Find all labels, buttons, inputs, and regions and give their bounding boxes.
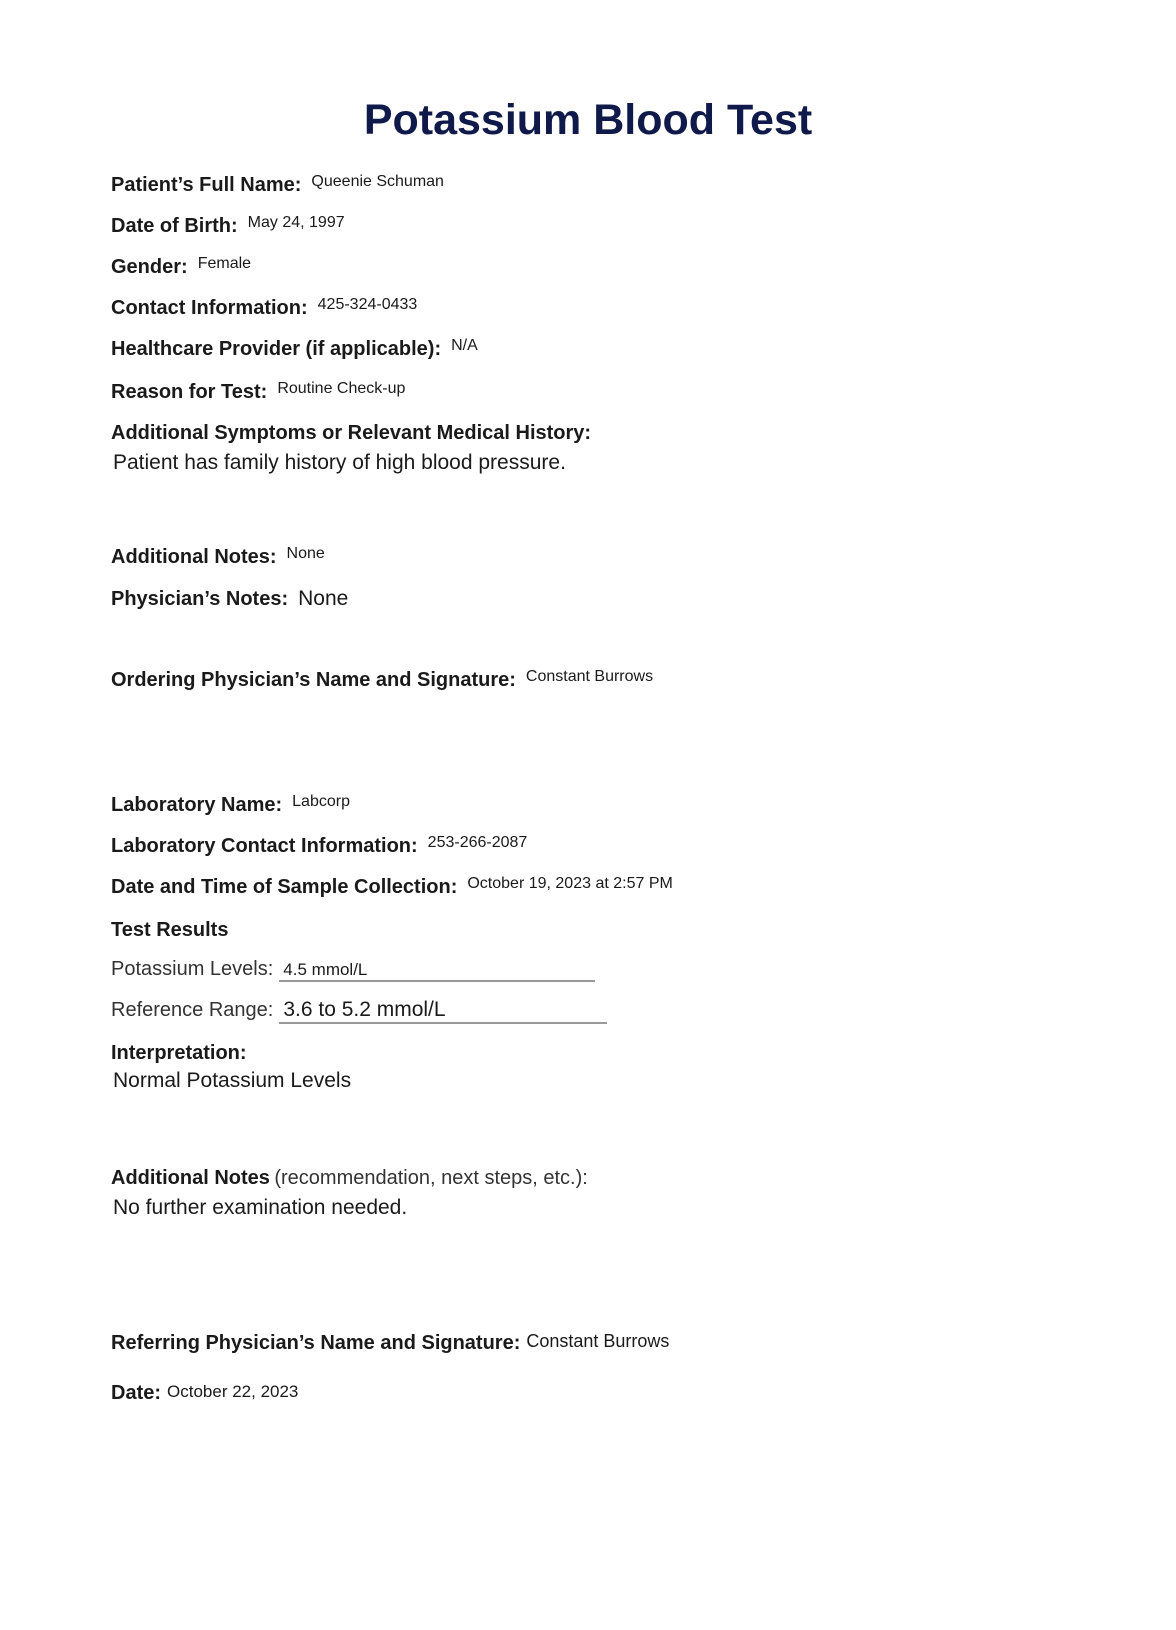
interpretation-value: Normal Potassium Levels [113,1069,352,1092]
field-lab-contact [111,835,527,858]
field-label: Additional Notes: [111,546,277,568]
field-reference-range [111,998,607,1024]
history-label: Additional Symptoms or Relevant Medical History: [111,422,592,444]
field-value: None [298,587,349,610]
field-value: Queenie Schuman [311,173,444,190]
field-referring-physician [111,1332,669,1355]
field-label: Reason for Test: [111,381,268,403]
history-value: Patient has family history of high blood pressure. [113,451,566,474]
field-dob [111,215,345,238]
field-label: Date and Time of Sample Collection: [111,876,458,898]
field-date [111,1382,298,1405]
field-collection-time [111,876,673,899]
field-label: Contact Information: [111,297,308,319]
field-value: October 19, 2023 at 2:57 PM [467,875,673,892]
field-value: Constant Burrows [525,668,654,685]
field-value: May 24, 1997 [247,214,345,231]
field-value: 4.5 mmol/L [279,960,595,982]
field-label: Date of Birth: [111,215,238,237]
field-label: Reference Range: [111,999,274,1021]
field-label: Physician’s Notes: [111,588,289,610]
field-label: Date: [111,1382,162,1404]
field-label: Potassium Levels: [111,958,274,980]
field-value: None [286,545,325,562]
field-ordering-physician [111,669,653,692]
additional-notes-2 [111,1167,588,1190]
field-reason [111,381,405,404]
field-hint: (recommendation, next steps, etc.): [274,1167,588,1189]
field-value: Labcorp [292,793,350,810]
field-label: Ordering Physician’s Name and Signature: [111,669,516,691]
additional-notes-2-value: No further examination needed. [113,1196,408,1219]
field-provider [111,338,478,361]
field-label: Laboratory Name: [111,794,283,816]
field-value: Routine Check-up [277,380,406,397]
field-value: 253-266-2087 [427,834,528,851]
field-lab-name [111,794,350,817]
field-value: Female [197,255,252,272]
field-label: Laboratory Contact Information: [111,835,418,857]
field-value: Constant Burrows [526,1331,670,1351]
field-label: Additional Notes [111,1167,270,1189]
page-title: Potassium Blood Test [363,96,813,144]
field-label: Referring Physician’s Name and Signature: [111,1332,521,1354]
field-value: 3.6 to 5.2 mmol/L [279,998,607,1024]
field-gender [111,256,251,279]
field-contact [111,297,417,320]
field-label: Patient’s Full Name: [111,174,302,196]
field-label: Gender: [111,256,188,278]
field-value: N/A [451,337,478,354]
field-physician-notes [111,587,348,611]
field-patient-name [111,174,444,197]
field-potassium [111,958,595,982]
field-label: Healthcare Provider (if applicable): [111,338,442,360]
field-value: October 22, 2023 [167,1382,299,1401]
interpretation-label: Interpretation: [111,1042,247,1064]
field-additional-notes [111,546,325,569]
test-results-heading: Test Results [111,919,229,941]
field-value: 425-324-0433 [317,296,418,313]
